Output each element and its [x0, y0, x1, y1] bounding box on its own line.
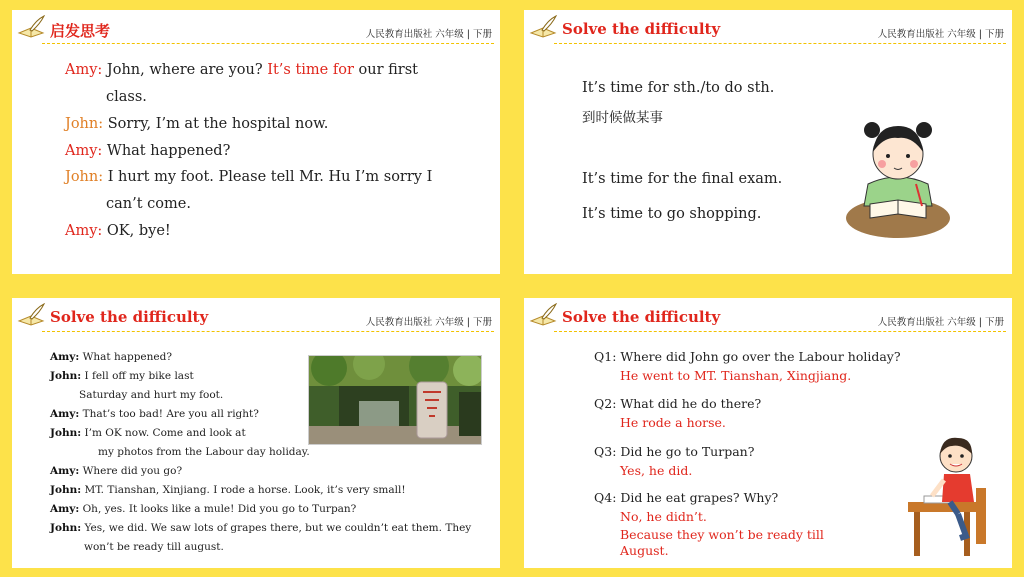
dialogue-line: Saturday and hurt my foot. [79, 389, 224, 401]
book-quill-icon [16, 302, 46, 328]
dialogue-line: Amy: John, where are you? It’s time for our first [65, 62, 418, 78]
publisher-label: 人民教育出版社 六年级 | 下册 [877, 317, 1004, 328]
panel-title: 启发思考 [50, 22, 111, 40]
publisher-label: 人民教育出版社 六年级 | 下册 [877, 29, 1004, 40]
example-sentence: It’s time to go shopping. [582, 206, 762, 222]
panel-title: Solve the difficulty [562, 20, 721, 38]
slide-panel-1 [12, 10, 500, 274]
question-4: Q4: Did he eat grapes? Why? [594, 490, 779, 505]
dialogue-line: Amy: That’s too bad! Are you all right? [50, 408, 259, 420]
example-sentence: It’s time for the final exam. [582, 171, 783, 187]
answer-1: He went to MT. Tianshan, Xingjiang. [620, 368, 852, 383]
panel-header [12, 10, 500, 44]
boy-writing-illustration [902, 432, 998, 560]
panel-header [12, 298, 500, 332]
answer-2: He rode a horse. [620, 415, 726, 430]
pattern-translation: 到时候做某事 [582, 110, 663, 126]
book-quill-icon [528, 302, 558, 328]
panel-title: Solve the difficulty [50, 308, 209, 326]
header-divider [554, 331, 1006, 332]
book-quill-icon [528, 14, 558, 40]
dialogue-line: my photos from the Labour day holiday. [98, 446, 310, 458]
slide-panel-3 [12, 298, 500, 568]
question-3: Q3: Did he go to Turpan? [594, 444, 755, 459]
answer-4: No, he didn’t. [620, 509, 707, 524]
dialogue-line: John: I’m OK now. Come and look at [50, 427, 246, 439]
dialogue-line: John: Sorry, I’m at the hospital now. [65, 116, 329, 132]
dialogue-line: won’t be ready till august. [84, 541, 224, 553]
header-divider [42, 331, 494, 332]
publisher-label: 人民教育出版社 六年级 | 下册 [365, 29, 492, 40]
header-divider [42, 43, 494, 44]
question-1: Q1: Where did John go over the Labour holiday? [594, 349, 901, 364]
dialogue-line: John: Yes, we did. We saw lots of grapes there, but we couldn’t eat them. They [50, 522, 472, 534]
answer-3: Yes, he did. [620, 463, 693, 478]
publisher-label: 人民教育出版社 六年级 | 下册 [365, 317, 492, 328]
tianshan-photo [308, 355, 482, 445]
book-quill-icon [16, 14, 46, 40]
answer-4: Because they won’t be ready till [620, 527, 824, 542]
dialogue-line: Amy: Oh, yes. It looks like a mule! Did you go to Turpan? [50, 503, 357, 515]
pattern-text: It’s time for sth./to do sth. [582, 80, 775, 96]
dialogue-line: Amy: What happened? [50, 351, 172, 363]
dialogue-line: Amy: What happened? [65, 143, 231, 159]
dialogue-line: John: I hurt my foot. Please tell Mr. Hu I’m sorry I [65, 169, 433, 185]
header-divider [554, 43, 1006, 44]
slide-panel-4 [524, 298, 1012, 568]
panel-title: Solve the difficulty [562, 308, 721, 326]
dialogue-line: John: MT. Tianshan, Xinjiang. I rode a horse. Look, it’s very small! [50, 484, 406, 496]
panel-header [524, 10, 1012, 44]
dialogue-line: Amy: OK, bye! [65, 223, 171, 239]
dialogue-line: class. [106, 89, 147, 105]
dialogue-line: John: I fell off my bike last [50, 370, 194, 382]
dialogue-line: can’t come. [106, 196, 191, 212]
girl-reading-illustration [842, 114, 954, 240]
dialogue-line: Amy: Where did you go? [50, 465, 183, 477]
question-2: Q2: What did he do there? [594, 396, 762, 411]
slide-panel-2 [524, 10, 1012, 274]
panel-header [524, 298, 1012, 332]
answer-4: August. [620, 543, 669, 558]
